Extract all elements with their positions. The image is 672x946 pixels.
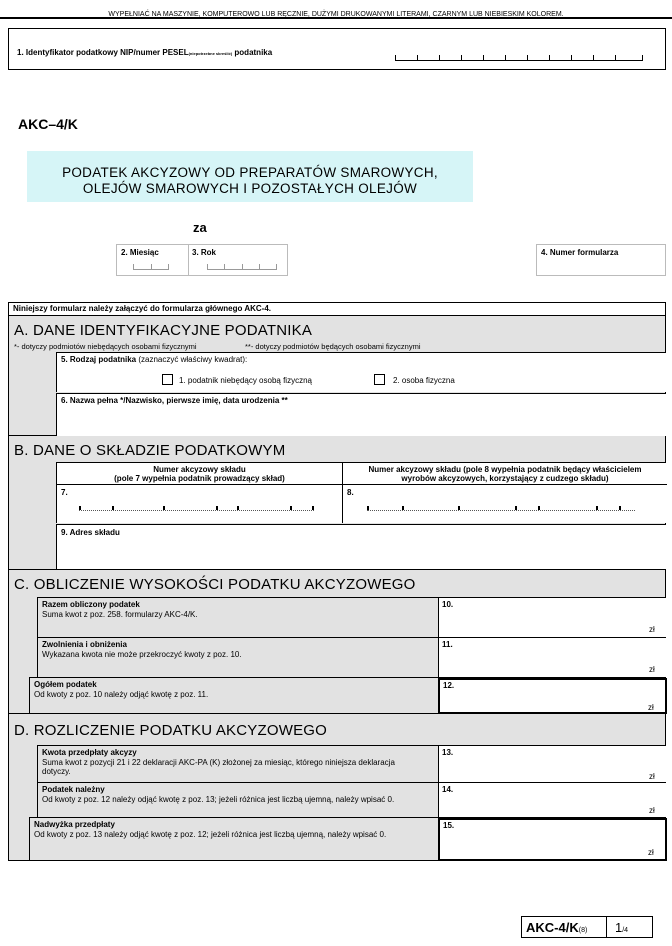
field14-currency: zł	[649, 806, 655, 815]
za-label: za	[193, 220, 207, 235]
field13-input[interactable]	[438, 746, 667, 783]
month-input[interactable]	[133, 264, 169, 270]
field10-input[interactable]	[438, 598, 667, 638]
section-d-title: D. ROZLICZENIE PODATKU AKCYZOWEGO	[14, 722, 328, 739]
option-non-natural-person: 1. podatnik niebędący osobą fizyczną	[179, 376, 312, 385]
section-a-title: A. DANE IDENTYFIKACYJNE PODATNIKA	[14, 322, 313, 339]
form-code: AKC–4/K	[18, 116, 78, 132]
taxpayer-type-label	[61, 355, 247, 364]
excise-header-rule	[57, 484, 667, 485]
total-calculated-title: Razem obliczony podatek	[42, 600, 140, 609]
section-c-title: C. OBLICZENIE WYSOKOŚCI PODATKU AKCYZOWEGO	[14, 576, 416, 593]
month-label: 2. Miesiąc	[121, 248, 159, 257]
section-d	[8, 714, 666, 861]
field15-label: 15.	[443, 821, 455, 830]
field11-input[interactable]	[438, 638, 667, 678]
section-c	[8, 570, 666, 714]
field14-label: 14.	[442, 785, 454, 794]
main-title-line2: OLEJÓW SMAROWYCH I POZOSTAŁYCH OLEJÓW	[82, 181, 418, 196]
excise-number-fields	[56, 462, 666, 523]
footer-page	[615, 919, 628, 937]
field12-label: 12.	[443, 681, 455, 690]
overpayment-desc: Od kwoty z poz. 13 należy odjąć kwotę z poz. 12; jeżeli różnica jest liczbą ujemną, należy wpisać 0.	[34, 830, 387, 839]
footer-code-box	[521, 916, 653, 938]
footer-code	[526, 919, 587, 937]
taxpayer-id-label	[17, 48, 272, 57]
footer-code-text: AKC-4/K	[526, 920, 579, 935]
year-input[interactable]	[207, 264, 277, 270]
field15-currency: zł	[648, 848, 654, 857]
top-rule	[0, 0, 672, 19]
attach-note: Niniejszy formularz należy załączyć do formularza głównego AKC-4.	[13, 304, 271, 313]
main-title	[27, 165, 473, 197]
taxpayer-id-input[interactable]	[395, 55, 643, 61]
field12-currency: zł	[648, 703, 654, 712]
total-tax-title: Ogółem podatek	[34, 680, 97, 689]
full-name-field[interactable]	[56, 393, 666, 436]
total-calculated-desc: Suma kwot z poz. 258. formularzy AKC-4/K.	[42, 610, 198, 619]
checkbox-non-natural-person[interactable]	[162, 374, 173, 385]
taxpayer-type-field	[56, 352, 666, 392]
row-overpayment	[29, 817, 666, 860]
field10-label: 10.	[442, 600, 454, 609]
tax-due-desc: Od kwoty z poz. 12 należy odjąć kwotę z poz. 13; jeżeli różnica jest liczbą ujemną, należy wpisać 0.	[42, 795, 395, 804]
fill-instruction: WYPEŁNIAĆ NA MASZYNIE, KOMPUTEROWO LUB RĘCZNIE, DUŻYMI DRUKOWANYMI LITERAMI, CZARNYM LUB NIEBIESKIM KOLOREM.	[108, 11, 564, 18]
taxpayer-type-hint: (zaznaczyć właściwy kwadrat):	[138, 355, 248, 364]
field13-currency: zł	[649, 772, 655, 781]
field11-label: 11.	[442, 640, 453, 649]
total-tax-desc: Od kwoty z poz. 10 należy odjąć kwotę z poz. 11.	[34, 690, 209, 699]
taxpayer-id-label-text: 1. Identyfikator podatkowy NIP/numer PESEL	[17, 48, 189, 57]
row-exemptions	[37, 637, 666, 677]
excise-col1-header	[57, 465, 342, 483]
field14-input[interactable]	[438, 783, 667, 818]
taxpayer-id-suffix: podatnika	[234, 48, 273, 57]
form-number-box[interactable]	[536, 244, 666, 276]
footer-page-number: 1	[615, 920, 623, 935]
section-a-note-right: **- dotyczy podmiotów będących osobami fizycznymi	[245, 342, 421, 351]
option-natural-person: 2. osoba fizyczna	[393, 376, 455, 385]
section-b	[8, 436, 666, 570]
prepayment-title: Kwota przedpłaty akcyzy	[42, 748, 137, 757]
period-box	[116, 244, 288, 276]
field13-label: 13.	[442, 748, 454, 757]
warehouse-address-field[interactable]	[56, 524, 666, 569]
overpayment-title: Nadwyżka przedpłaty	[34, 820, 115, 829]
taxpayer-type-label-text: 5. Rodzaj podatnika	[61, 355, 137, 364]
section-a	[8, 315, 666, 436]
warehouse-address-label: 9. Adres składu	[61, 528, 120, 537]
main-title-line1: PODATEK AKCYZOWY OD PREPARATÓW SMAROWYCH,	[62, 165, 438, 180]
row-total-tax	[29, 677, 666, 713]
row-prepayment	[37, 745, 666, 782]
prepayment-desc-line2: dotyczy.	[42, 767, 71, 776]
prepayment-desc	[42, 758, 437, 776]
section-a-note-left: *- dotyczy podmiotów niebędących osobami fizycznymi	[14, 342, 197, 351]
field8-label: 8.	[347, 488, 354, 497]
row-total-calculated	[37, 597, 666, 637]
field10-currency: zł	[649, 625, 655, 634]
field7-input[interactable]	[79, 505, 314, 511]
tax-due-title: Podatek należny	[42, 785, 105, 794]
main-title-box	[27, 151, 473, 202]
field8-input[interactable]	[367, 505, 635, 511]
field15-input[interactable]	[438, 818, 667, 861]
section-b-title: B. DANE O SKŁADZIE PODATKOWYM	[14, 442, 286, 459]
footer-page-total: /4	[622, 927, 629, 934]
attach-note-box	[8, 302, 666, 315]
footer-divider	[606, 917, 607, 937]
full-name-label: 6. Nazwa pełna */Nazwisko, pierwsze imię, data urodzenia **	[61, 396, 288, 405]
taxpayer-id-box	[8, 28, 666, 70]
excise-col2-line1: Numer akcyzowy składu (pole 8 wypełnia podatnik będący właścicielem	[368, 465, 642, 474]
footer-version: (8)	[578, 927, 588, 934]
form-number-label: 4. Numer formularza	[541, 248, 619, 257]
prepayment-desc-line1: Suma kwot z pozycji 21 i 22 deklaracji AKC-PA (K) złożonej za miesiąc, którego niniejsza deklaracja	[42, 758, 395, 767]
exemptions-desc: Wykazana kwota nie może przekroczyć kwoty z poz. 10.	[42, 650, 242, 659]
period-divider	[188, 245, 189, 275]
year-label: 3. Rok	[192, 248, 217, 257]
field11-currency: zł	[649, 665, 655, 674]
excise-col1-line2: (pole 7 wypełnia podatnik prowadzący skład)	[114, 474, 285, 483]
checkbox-natural-person[interactable]	[374, 374, 385, 385]
row-tax-due	[37, 782, 666, 817]
field7-label: 7.	[61, 488, 68, 497]
excise-col1-line1: Numer akcyzowy składu	[153, 465, 246, 474]
exemptions-title: Zwolnienia i obniżenia	[42, 640, 127, 649]
excise-col2-header	[343, 465, 667, 483]
taxpayer-id-note: (niepotrzebne skreślić)	[188, 51, 233, 56]
excise-col2-line2: wyrobów akcyzowych, korzystający z cudzego składu)	[401, 474, 609, 483]
field12-input[interactable]	[438, 678, 667, 714]
